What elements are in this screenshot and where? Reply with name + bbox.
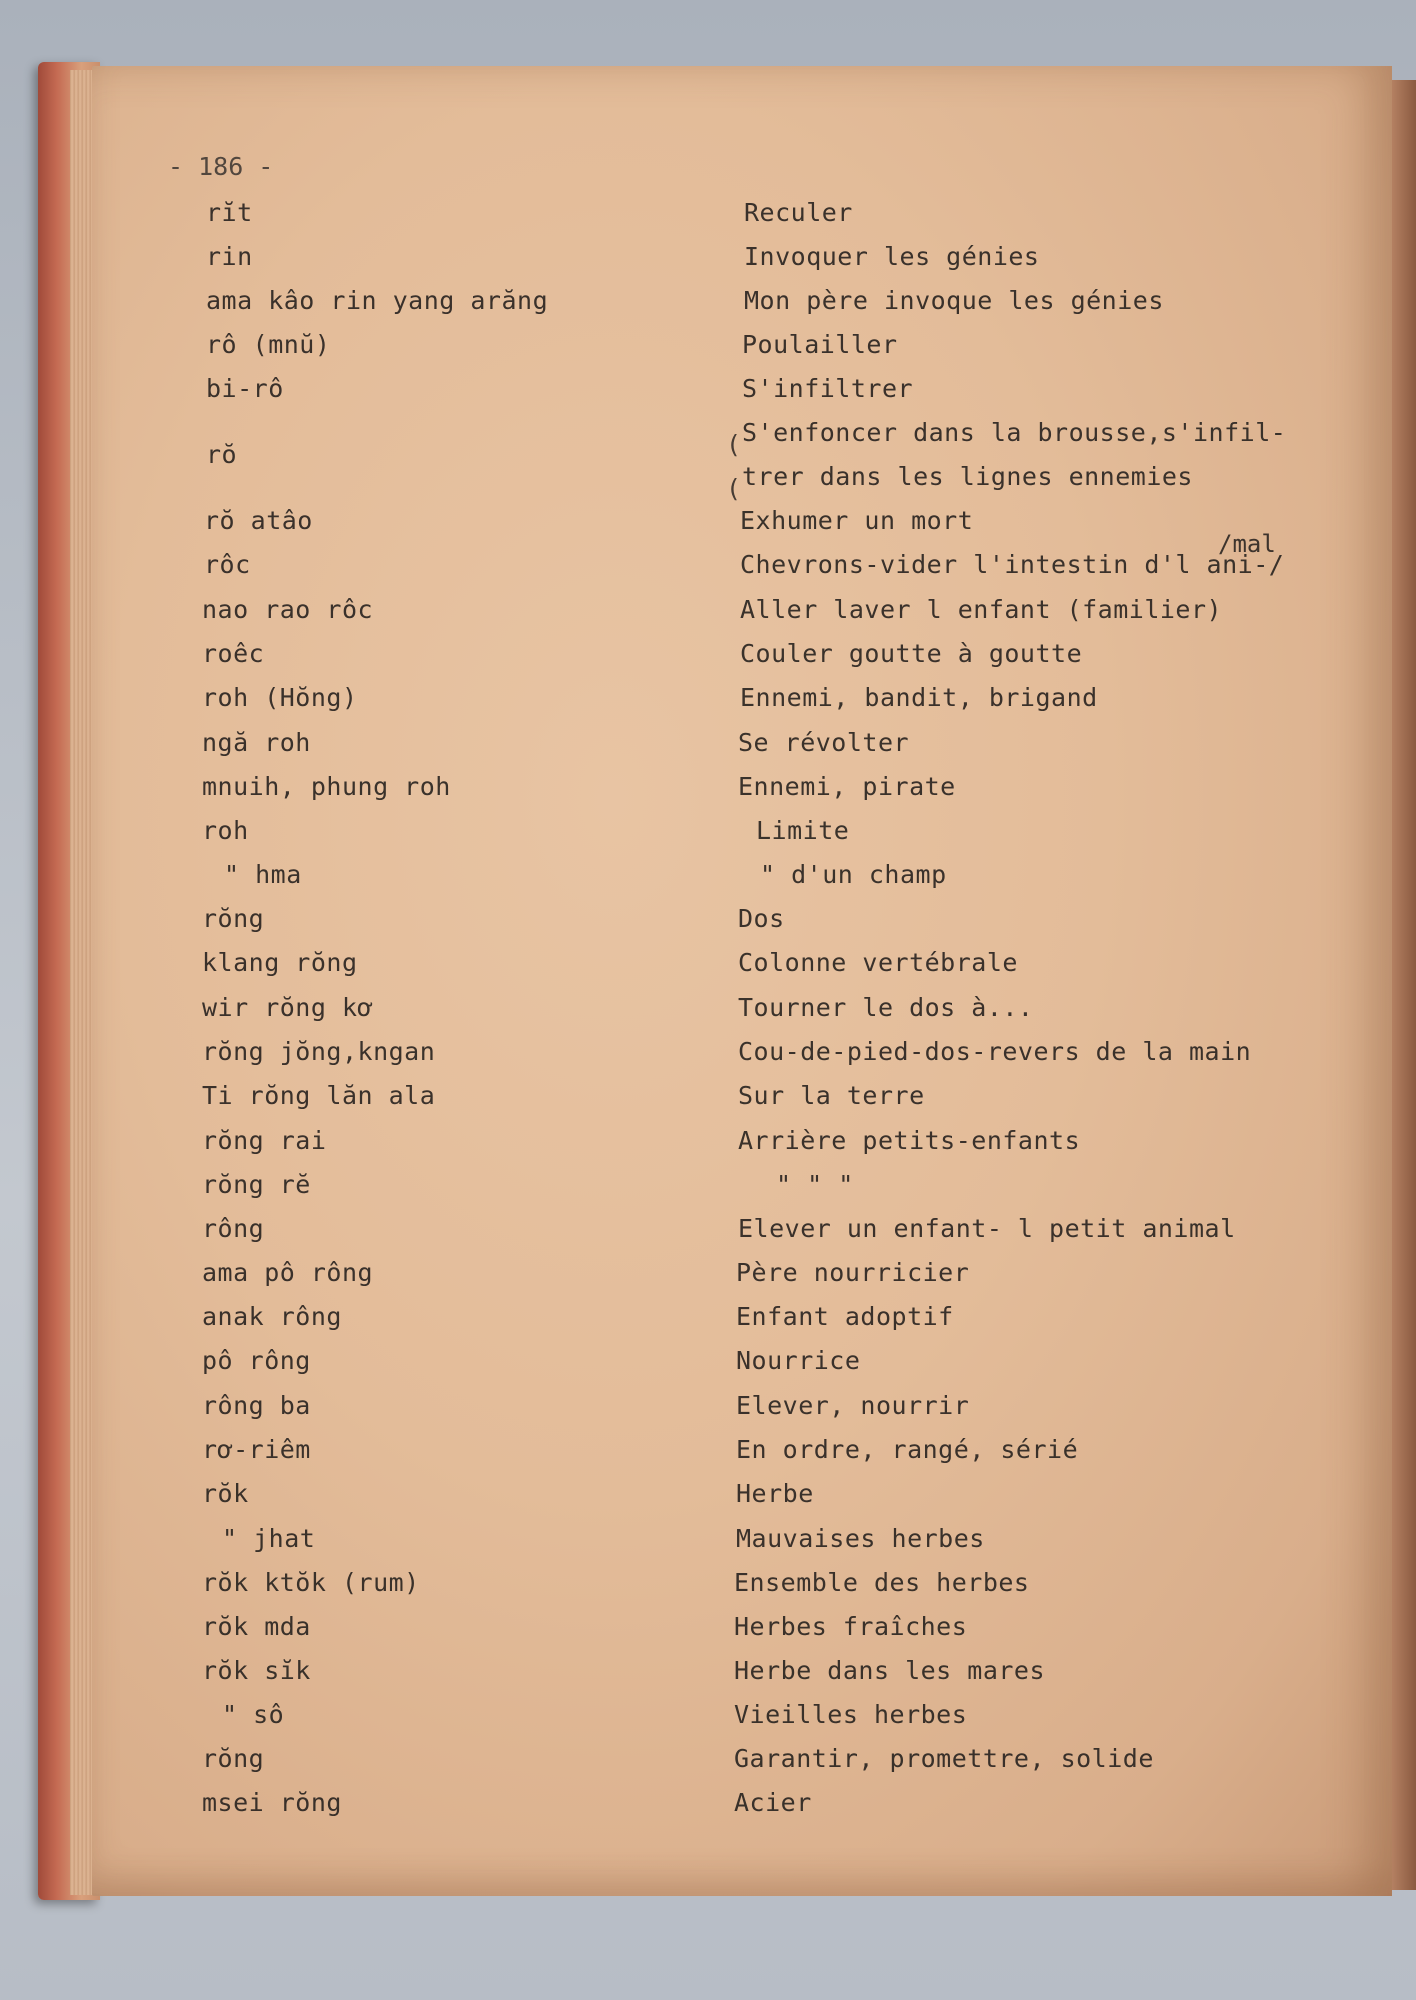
entry-definition: Vieilles herbes <box>734 1700 968 1729</box>
dictionary-entry <box>0 730 1416 764</box>
entry-definition: Dos <box>738 904 785 933</box>
entry-term: anak rông <box>202 1302 342 1331</box>
entry-term: ama kâo rin yang arăng <box>206 286 549 315</box>
entry-definition: S'infiltrer <box>742 374 914 403</box>
dictionary-entry <box>0 200 1416 234</box>
entry-definition: trer dans les lignes ennemies <box>742 462 1193 491</box>
entry-definition: Herbe dans les mares <box>734 1656 1046 1685</box>
entry-term: rŏk <box>202 1479 249 1508</box>
dictionary-entry <box>0 774 1416 808</box>
dictionary-entry <box>0 1172 1416 1206</box>
entry-definition: Elever un enfant- l petit animal <box>738 1214 1236 1243</box>
entry-term: rơ-riêm <box>202 1435 311 1464</box>
entry-term: klang rŏng <box>202 948 358 977</box>
entry-definition: Garantir, promettre, solide <box>734 1744 1154 1773</box>
dictionary-entry <box>0 1570 1416 1604</box>
entry-definition: Limite <box>756 816 850 845</box>
entry-term: rŏng rĕ <box>202 1170 311 1199</box>
dictionary-entry <box>0 508 1416 542</box>
entry-term: ngă roh <box>202 728 311 757</box>
entry-definition: Aller laver l enfant (familier) <box>740 595 1223 624</box>
entry-definition: Elever, nourrir <box>736 1391 970 1420</box>
entry-term: wir rŏng kơ <box>202 993 374 1022</box>
entry-definition: Mauvaises herbes <box>736 1524 985 1553</box>
entry-term: " sô <box>222 1700 285 1729</box>
entry-term: mnuih, phung roh <box>202 772 451 801</box>
entry-term: rôc <box>204 550 251 579</box>
entry-term: msei rŏng <box>202 1788 342 1817</box>
entry-term: roêc <box>202 639 265 668</box>
entry-definition: Père nourricier <box>736 1258 970 1287</box>
entry-term: rŏk mda <box>202 1612 311 1641</box>
entry-definition: Sur la terre <box>738 1081 925 1110</box>
entry-definition: Tourner le dos à... <box>738 993 1034 1022</box>
dictionary-entry <box>0 1304 1416 1338</box>
entry-definition: Se révolter <box>738 728 910 757</box>
entry-definition: Arrière petits-enfants <box>738 1126 1081 1155</box>
entry-definition: Exhumer un mort <box>740 506 974 535</box>
entry-term: roh (Hŏng) <box>202 683 358 712</box>
entry-term: rŏng rai <box>202 1126 327 1155</box>
entry-term: ama pô rông <box>202 1258 374 1287</box>
entry-term: roh <box>202 816 249 845</box>
entry-definition: Ennemi, pirate <box>738 772 956 801</box>
entry-term: rŏk sĭk <box>202 1656 311 1685</box>
entry-definition: Ensemble des herbes <box>734 1568 1030 1597</box>
entry-term: rŏng <box>202 904 265 933</box>
dictionary-entry <box>0 1790 1416 1824</box>
dictionary-entry <box>0 818 1416 852</box>
entry-definition: S'enfoncer dans la brousse,s'infil- <box>742 418 1287 447</box>
margin-note: /mal <box>1218 530 1276 558</box>
dictionary-entry <box>0 1393 1416 1427</box>
entry-definition: Invoquer les génies <box>744 242 1040 271</box>
entry-term: " jhat <box>222 1524 316 1553</box>
entry-definition: Chevrons-vider l'intestin d'l ani-/ <box>740 550 1285 579</box>
bracket-open-top: ( <box>726 430 742 459</box>
entry-definition: Nourrice <box>736 1346 861 1375</box>
entry-definition: Herbe <box>736 1479 814 1508</box>
entry-definition: Enfant adoptif <box>736 1302 954 1331</box>
entry-term: rŏ atâo <box>204 506 313 535</box>
dictionary-entry <box>0 1526 1416 1560</box>
dictionary-entry <box>0 1614 1416 1648</box>
entry-term: rŏng <box>202 1744 265 1773</box>
dictionary-entry <box>0 597 1416 631</box>
dictionary-entry <box>0 376 1416 410</box>
entry-term: rĭt <box>206 198 253 227</box>
dictionary-entry <box>0 1216 1416 1250</box>
entry-term: rông ba <box>202 1391 311 1420</box>
entry-term: bi-rô <box>206 374 284 403</box>
dictionary-entry <box>0 1083 1416 1117</box>
entry-term: rông <box>202 1214 265 1243</box>
entry-term: rŏk ktŏk (rum) <box>202 1568 420 1597</box>
dictionary-entry <box>0 862 1416 896</box>
entry-definition: En ordre, rangé, sérié <box>736 1435 1079 1464</box>
dictionary-entry <box>0 1658 1416 1692</box>
entry-term: rin <box>206 242 253 271</box>
dictionary-entry <box>0 906 1416 940</box>
dictionary-entry <box>0 552 1416 586</box>
dictionary-entry <box>0 1481 1416 1515</box>
dictionary-entry <box>0 995 1416 1029</box>
entry-term: rô (mnŭ) <box>206 330 331 359</box>
dictionary-entry <box>0 1746 1416 1780</box>
dictionary-entry <box>0 244 1416 278</box>
entry-definition: Reculer <box>744 198 853 227</box>
dictionary-entry <box>0 950 1416 984</box>
dictionary-entry <box>0 1260 1416 1294</box>
entry-definition: Acier <box>734 1788 812 1817</box>
dictionary-entry <box>0 288 1416 322</box>
dictionary-entry <box>0 1702 1416 1736</box>
dictionary-entry <box>0 1348 1416 1382</box>
page-number: - 186 - <box>168 152 274 181</box>
entry-definition: Couler goutte à goutte <box>740 639 1083 668</box>
dictionary-entry <box>0 641 1416 675</box>
dictionary-entry <box>0 440 1416 498</box>
dictionary-entry <box>0 332 1416 366</box>
dictionary-entry <box>0 1437 1416 1471</box>
entry-definition: Cou-de-pied-dos-revers de la main <box>738 1037 1252 1066</box>
bracket-open-bottom: ( <box>726 474 742 503</box>
entry-definition: Ennemi, bandit, brigand <box>740 683 1098 712</box>
entry-term: nao rao rôc <box>202 595 374 624</box>
dictionary-entry <box>0 1128 1416 1162</box>
dictionary-entry <box>0 1039 1416 1073</box>
entry-term: rŏng jŏng,kngan <box>202 1037 436 1066</box>
entry-term: Ti rŏng lăn ala <box>202 1081 436 1110</box>
entry-definition: Mon père invoque les génies <box>744 286 1164 315</box>
entry-term: pô rông <box>202 1346 311 1375</box>
entry-definition: Herbes fraîches <box>734 1612 968 1641</box>
entry-term: " hma <box>224 860 302 889</box>
entry-definition: " " " <box>776 1170 854 1199</box>
entry-definition: " d'un champ <box>760 860 947 889</box>
dictionary-entry <box>0 685 1416 719</box>
entry-term: rŏ <box>206 440 238 469</box>
entry-definition: Colonne vertébrale <box>738 948 1018 977</box>
entry-definition: Poulailler <box>742 330 898 359</box>
